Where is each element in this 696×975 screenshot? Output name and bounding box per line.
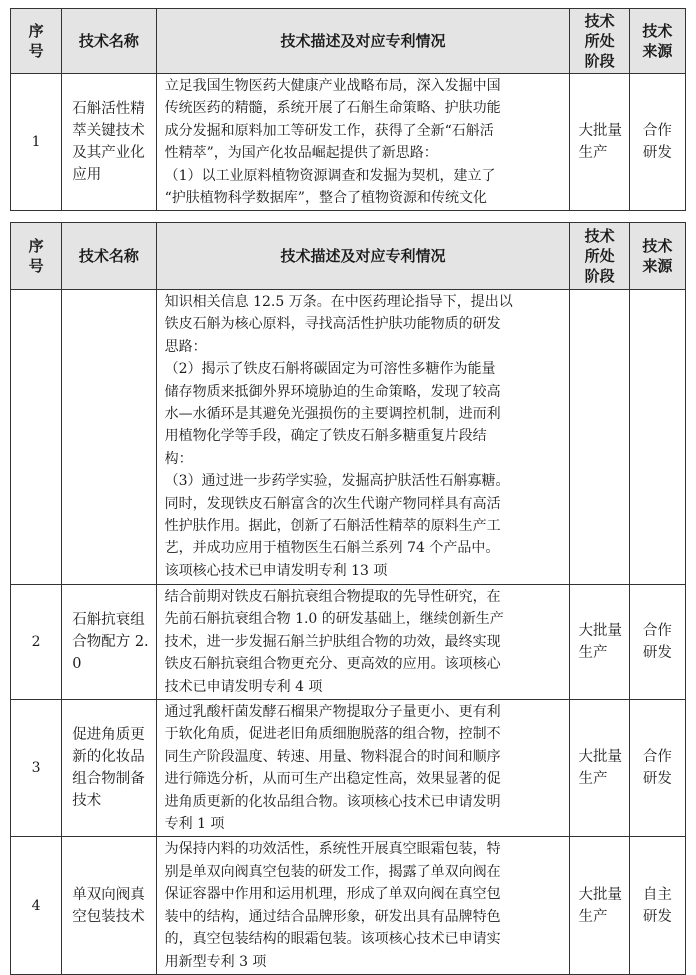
description-line: “护肤植物科学数据库”，整合了植物资源和传统文化: [164, 190, 487, 207]
row-number: 2: [11, 585, 62, 700]
tech-source: 合作研发: [629, 74, 685, 211]
description-line: 成分发掘和原料加工等研发工作，获得了全新“石斛活: [164, 122, 494, 139]
tech-description: [156, 585, 570, 700]
tech-source: [629, 290, 685, 585]
tech-name: 促进角质更新的化妆品组合物制备技术: [62, 700, 156, 837]
description-line: 知识相关信息 12.5 万条。在中医药理论指导下，提出以: [164, 294, 513, 310]
description-line: 专利 1 项: [164, 816, 225, 833]
description-line: （2）揭示了铁皮石斛将碳固定为可溶性多糖作为能量: [164, 361, 496, 378]
description-line: 的，真空包装结构的眼霜包装。该项核心技术已申请实: [164, 931, 501, 948]
description-line: （1）以工业原料植物资源调查和发掘为契机，建立了: [164, 167, 496, 184]
row-number: 1: [11, 74, 62, 211]
description-line: 保证容器中作用和运用机理，形成了单双向阀在真空包: [164, 886, 501, 903]
row-number: 4: [11, 837, 62, 974]
header-desc: 技术描述及对应专利情况: [156, 223, 570, 290]
description-line: 艺，并成功应用于植物医生石斛兰系列 74 个产品中。: [164, 540, 500, 557]
description-line: 结合前期对铁皮石斛抗衰组合物提取的先导性研究，在: [164, 589, 501, 605]
description-line: 思路：: [164, 338, 207, 355]
table-row: [11, 837, 686, 974]
header-no: 序 号: [11, 9, 62, 74]
tech-stage: 大批量生产: [570, 837, 629, 974]
description-line: 于软化角质，促进老旧角质细胞脱落的组合物，控制不: [164, 726, 501, 743]
description-line: 性护肤作用。据此，创新了石斛活性精萃的原料生产工: [164, 518, 501, 535]
table-fragment-2: [10, 222, 686, 975]
row-number: [11, 290, 62, 585]
description-line: 进角质更新的化妆品组合物。该项核心技术已申请发明: [164, 793, 501, 810]
header-name: 技术名称: [62, 223, 156, 290]
description-line: 性精萃”，为国产化妆品崛起提供了新思路：: [164, 145, 438, 162]
description-line: 水—水循环是其避免光强损伤的主要调控机制，进而利: [164, 406, 501, 423]
tech-stage: 大批量生产: [570, 585, 629, 700]
description-line: 同生产阶段温度、转速、用量、物料混合的时间和顺序: [164, 748, 501, 765]
table-row: [11, 585, 686, 700]
description-line: 技术，进一步发掘石斛兰护肤组合物的功效，最终实现: [164, 633, 501, 650]
tech-source: 自主研发: [629, 837, 685, 974]
description-line: 先前石斛抗衰组合物 1.0 的研发基础上，继续创新生产: [164, 611, 504, 628]
tech-name: 单双向阀真空包装技术: [62, 837, 156, 974]
header-source: 技术 来源: [629, 223, 685, 290]
technology-table: [10, 8, 686, 211]
header-source: 技术 来源: [629, 9, 685, 74]
description-line: 铁皮石斛抗衰组合物更充分、更高效的应用。该项核心: [164, 656, 501, 673]
tech-description: [156, 700, 570, 837]
description-line: 装中的结构，通过结合品牌形象，研发出具有品牌特色: [164, 908, 501, 925]
header-name: 技术名称: [62, 9, 156, 74]
tech-stage: 大批量生产: [570, 74, 629, 211]
description-line: 同时，发现铁皮石斛富含的次生代谢产物同样具有高活: [164, 495, 501, 512]
table-row: [11, 700, 686, 837]
description-line: 构：: [164, 450, 193, 467]
table-row: [11, 74, 686, 211]
description-line: 技术已申请发明专利 4 项: [164, 678, 323, 695]
tech-source: 合作研发: [629, 700, 685, 837]
tech-description: [156, 837, 570, 974]
description-line: 进行筛选分析，从而可生产出稳定性高，效果显著的促: [164, 771, 501, 788]
header-stage: 技术 所处 阶段: [570, 9, 629, 74]
tech-description: [156, 74, 570, 211]
description-line: 用植物化学等手段，确定了铁皮石斛多糖重复片段结: [164, 428, 487, 445]
table-header-row: [11, 9, 686, 74]
header-stage: 技术 所处 阶段: [570, 223, 629, 290]
row-number: 3: [11, 700, 62, 837]
tech-description: [156, 290, 570, 585]
table-header-row: [11, 223, 686, 290]
table-fragment-1: [10, 8, 686, 211]
tech-name: 石斛抗衰组合物配方 2.0: [62, 585, 156, 700]
tech-stage: 大批量生产: [570, 700, 629, 837]
description-line: （3）通过进一步药学实验，发掘高护肤活性石斛寡糖。: [164, 473, 510, 490]
tech-name: [62, 290, 156, 585]
description-line: 该项核心技术已申请发明专利 13 项: [164, 562, 388, 579]
tech-stage: [570, 290, 629, 585]
header-desc: 技术描述及对应专利情况: [156, 9, 570, 74]
header-no: 序 号: [11, 223, 62, 290]
tech-name: 石斛活性精萃关键技术及其产业化应用: [62, 74, 156, 211]
description-line: 铁皮石斛为核心原料，寻找高活性护肤功能物质的研发: [164, 316, 501, 333]
table-row: [11, 290, 686, 585]
description-line: 立足我国生物医药大健康产业战略布局，深入发掘中国: [164, 78, 501, 94]
description-line: 用新型专利 3 项: [164, 953, 267, 970]
description-line: 传统医药的精髓，系统开展了石斛生命策略、护肤功能: [164, 100, 501, 117]
description-line: 储存物质来抵御外界环境胁迫的生命策略，发现了较高: [164, 383, 501, 400]
technology-table-continued: [10, 222, 686, 975]
description-line: 通过乳酸杆菌发酵石榴果产物提取分子量更小、更有利: [164, 704, 501, 721]
description-line: 为保持内料的功效活性，系统性开展真空眼霜包装，特: [164, 841, 501, 858]
tech-source: 合作研发: [629, 585, 685, 700]
description-line: 别是单双向阀真空包装的研发工作，揭露了单双向阀在: [164, 863, 501, 880]
